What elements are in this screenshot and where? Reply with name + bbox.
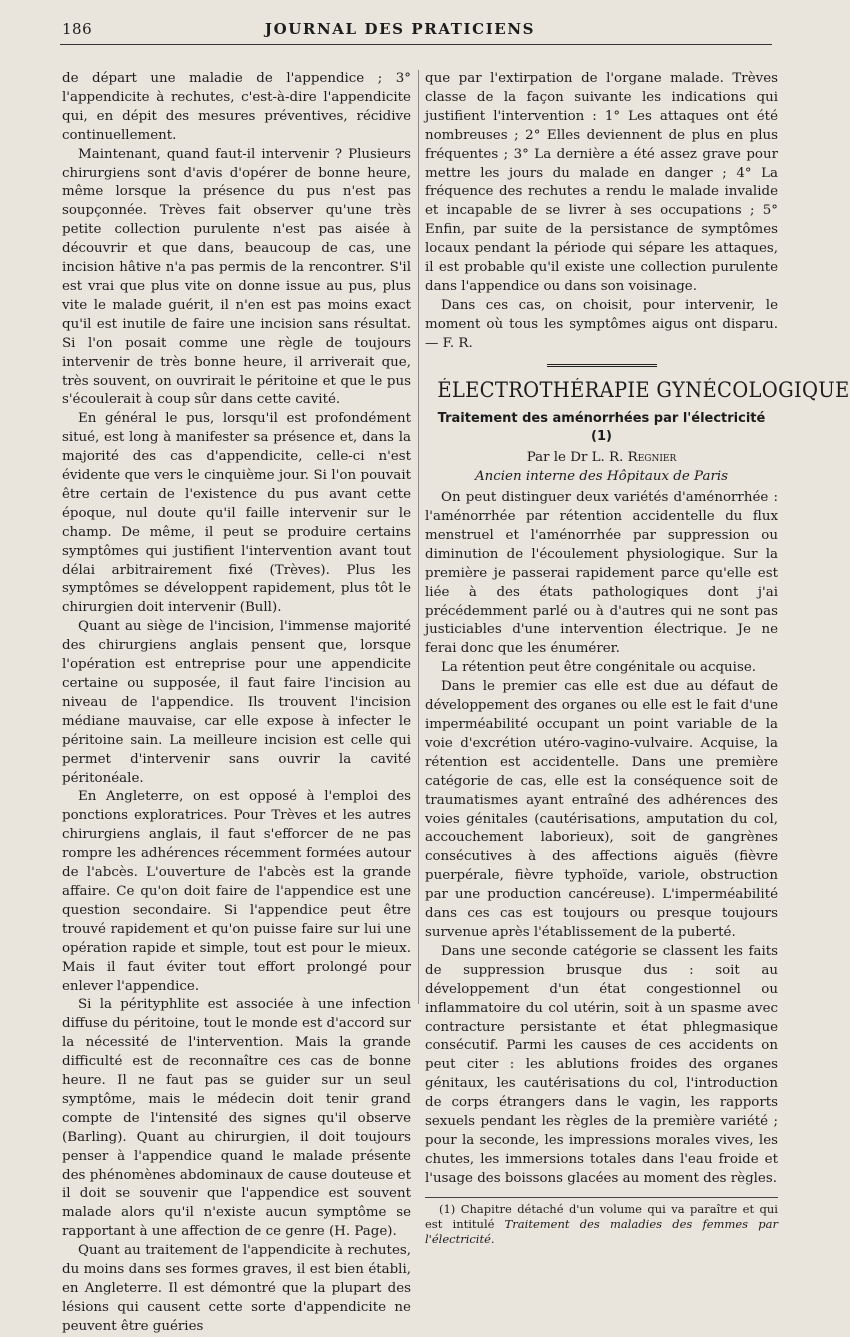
header-rule xyxy=(60,44,772,45)
paragraph: En Angleterre, on est opposé à l'emploi des ponctions exploratrices. Pour Trèves et les autres chirurgiens anglais, il faut s'efforcer de ne pas rompre les adhérences récemment formées autour de l'abcès. L'ouverture de l'abcès est la grande affaire. Ce qu'on doit faire de l'appendice est une question secondaire. Si l'appendice peut être trouvé rapidement et qu'on puisse faire sur lui une opération rapide et simple, tout est pour le mieux. Mais il faut éviter tout effort prolongé pour enlever l'appendice. xyxy=(62,789,411,994)
paragraph: Dans ces cas, on choisit, pour intervenir, le moment où tous les symptômes aigus ont disparu. — F. R. xyxy=(425,297,778,351)
paragraph: Maintenant, quand faut-il intervenir ? Plusieurs chirurgiens sont d'avis d'opérer de bonne heure, même lorsque la présence du pus n'est pas soupçonnée. Trèves fait observer qu'une très petite collection purulente n'est pas aisée à découvrir et que dans, beaucoup de cas, une incision hâtive n'a pas permis de la rencontrer. S'il est vrai que plus vite on donne issue au pus, plus vite le malade guérit, il n'en est pas moins exact qu'il est inutile de faire une incision sans résultat. Si l'on posait comme une règle de toujours intervenir de très bonne heure, il arriverait que, très souvent, on ouvrirait le péritoine et que le pus s'écoulerait à coup sûr dans cette cavité. xyxy=(62,146,411,408)
left-column xyxy=(62,70,411,1337)
paragraph: Quant au siège de l'incision, l'immense majorité des chirurgiens anglais pensent que, lorsque l'opération est entreprise pour une appendicite certaine ou supposée, il faut faire l'incision au niveau de l'appendice. Ils trouvent l'incision médiane mauvaise, car elle expose à infecter le péritoine sain. La meilleure incision est celle qui permet d'intervenir sans ouvrir la cavité péritonéale. xyxy=(62,619,411,786)
footnote-book-title: Traitement des maladies des femmes par l'électricité. xyxy=(425,1216,778,1246)
right-column xyxy=(425,70,850,1247)
paragraph: de départ une maladie de l'appendice ; 3° l'appendicite à rechutes, c'est-à-dire l'appendicite qui, en dépit des mesures préventives, récidive continuellement. xyxy=(62,71,411,143)
paragraph: En général le pus, lorsqu'il est profondément situé, est long à manifester sa présence et, dans la majorité des cas d'appendicite, celle-ci n'est évidente que vers le cinquième jour. Si l'on pouvait être certain de l'existence du pus avant cette époque, nul doute qu'il faille intervenir sur le champ. De même, il peut se produire certains symptômes qui justifient l'intervention avant tout délai arbitrairement fixé (Trèves). Plus les symptômes se développent rapidement, plus tôt le chirurgien doit intervenir (Bull). xyxy=(62,411,411,616)
byline-prefix: Par le Dr L. R. xyxy=(526,450,628,466)
section-rule xyxy=(547,364,657,369)
paragraph: Si la pérityphlite est associée à une infection diffuse du péritoine, tout le monde est d'accord sur la nécessité de l'intervention. Mais la grande difficulté est de reconnaître ces cas de bonne heure. Il ne faut pas se guider sur un seul symptôme, mais le médecin doit tenir grand compte de l'intensité des signes qu'il observe (Barling). Quant au chirurgien, il doit toujours penser à l'appendice quand le malade présente des phénomènes abdominaux de cause douteuse et il doit se souvenir que l'appendice est souvent malade alors qu'il n'existe aucun symptôme se rapportant à une affection de ce genre (H. Page). xyxy=(62,997,411,1240)
paragraph: que par l'extirpation de l'organe malade. Trèves classe de la façon suivante les indications qui justifient l'intervention : 1° Les attaques ont été nombreuses ; 2° Elles deviennent de plus en plus fréquentes ; 3° La dernière a été assez grave pour mettre les jours du malade en danger ; 4° La fréquence des rechutes a rendu le malade invalide et incapable de se livrer à ses occupations ; 5° Enfin, par suite de la persistance de symptômes locaux pendant la période qui sépare les attaques, il est probable qu'il existe une collection purulente dans l'appendice ou dans son voisinage. xyxy=(425,71,778,294)
paragraph: On peut distinguer deux variétés d'aménorrhée : l'aménorrhée par rétention accidentelle du flux menstruel et l'aménorrhée par suppression ou diminution de l'écoulement physiologique. Sur la première je passerai rapidement parce qu'elle est liée à des états pathologiques dont j'ai précédemment parlé ou à d'autres qui ne sont pas justiciables d'une intervention électrique. Je ne ferai donc que les énumérer. xyxy=(425,490,778,657)
author-affiliation: Ancien interne des Hôpitaux de Paris xyxy=(474,469,729,485)
section-title: ÉLECTROTHÉRAPIE GYNÉCOLOGIQUE xyxy=(437,377,850,402)
article-title: Traitement des aménorrhées par l'électricité (1) xyxy=(437,410,766,445)
column-divider xyxy=(418,70,419,1004)
paragraph: Dans le premier cas elle est due au défaut de développement des organes ou elle est le fait d'une imperméabilité occupant un point variable de la voie d'excrétion utéro-vagino-vulvaire. Acquise, la rétention est accidentelle. Dans une première catégorie de cas, elle est la conséquence soit de traumatismes ayant entraîné des adhérences des voies génitales (cautérisations, amputation du col, accouchement laborieux), soit de gangrènes consécutives à des affections aiguës (fièvre puerpérale, fièvre typhoïde, variole, obstruction par une production cancéreuse). L'imperméabilité dans ces cas est toujours ou presque toujours survenue après l'établissement de la puberté. xyxy=(425,679,778,940)
paragraph: La rétention peut être congénitale ou acquise. xyxy=(441,660,757,676)
footnote xyxy=(425,1202,778,1247)
byline xyxy=(425,449,778,468)
author-name: Regnier xyxy=(627,450,677,466)
page-number: 186 xyxy=(62,20,93,38)
running-title: JOURNAL DES PRATICIENS xyxy=(264,20,536,38)
paragraph: Dans une seconde catégorie se classent les faits de suppression brusque dus : soit au développement d'un état congestionnel ou inflammatoire du col utérin, soit à un spasme avec contracture persistante et état phlegmasique consécutif. Parmi les causes de ces accidents on peut citer : les ablutions froides des organes génitaux, les cautérisations du col, l'introduction de corps étrangers dans le vagin, les rapports sexuels pendant les règles de la première variété ; pour la seconde, les impressions morales vives, les chutes, les immersions totales dans l'eau froide et l'usage des boissons glacées au moment des règles. xyxy=(425,943,778,1186)
footnote-text: (1) Chapitre détaché d'un volume qui va paraître et qui est intitulé xyxy=(425,1201,778,1231)
paragraph: Quant au traitement de l'appendicite à rechutes, du moins dans ses formes graves, il est bien établi, en Angleterre. Il est démontré que la plupart des lésions qui causent cette sorte d'appendicite ne peuvent être guéries xyxy=(62,1243,411,1334)
footnote-rule xyxy=(425,1197,778,1198)
